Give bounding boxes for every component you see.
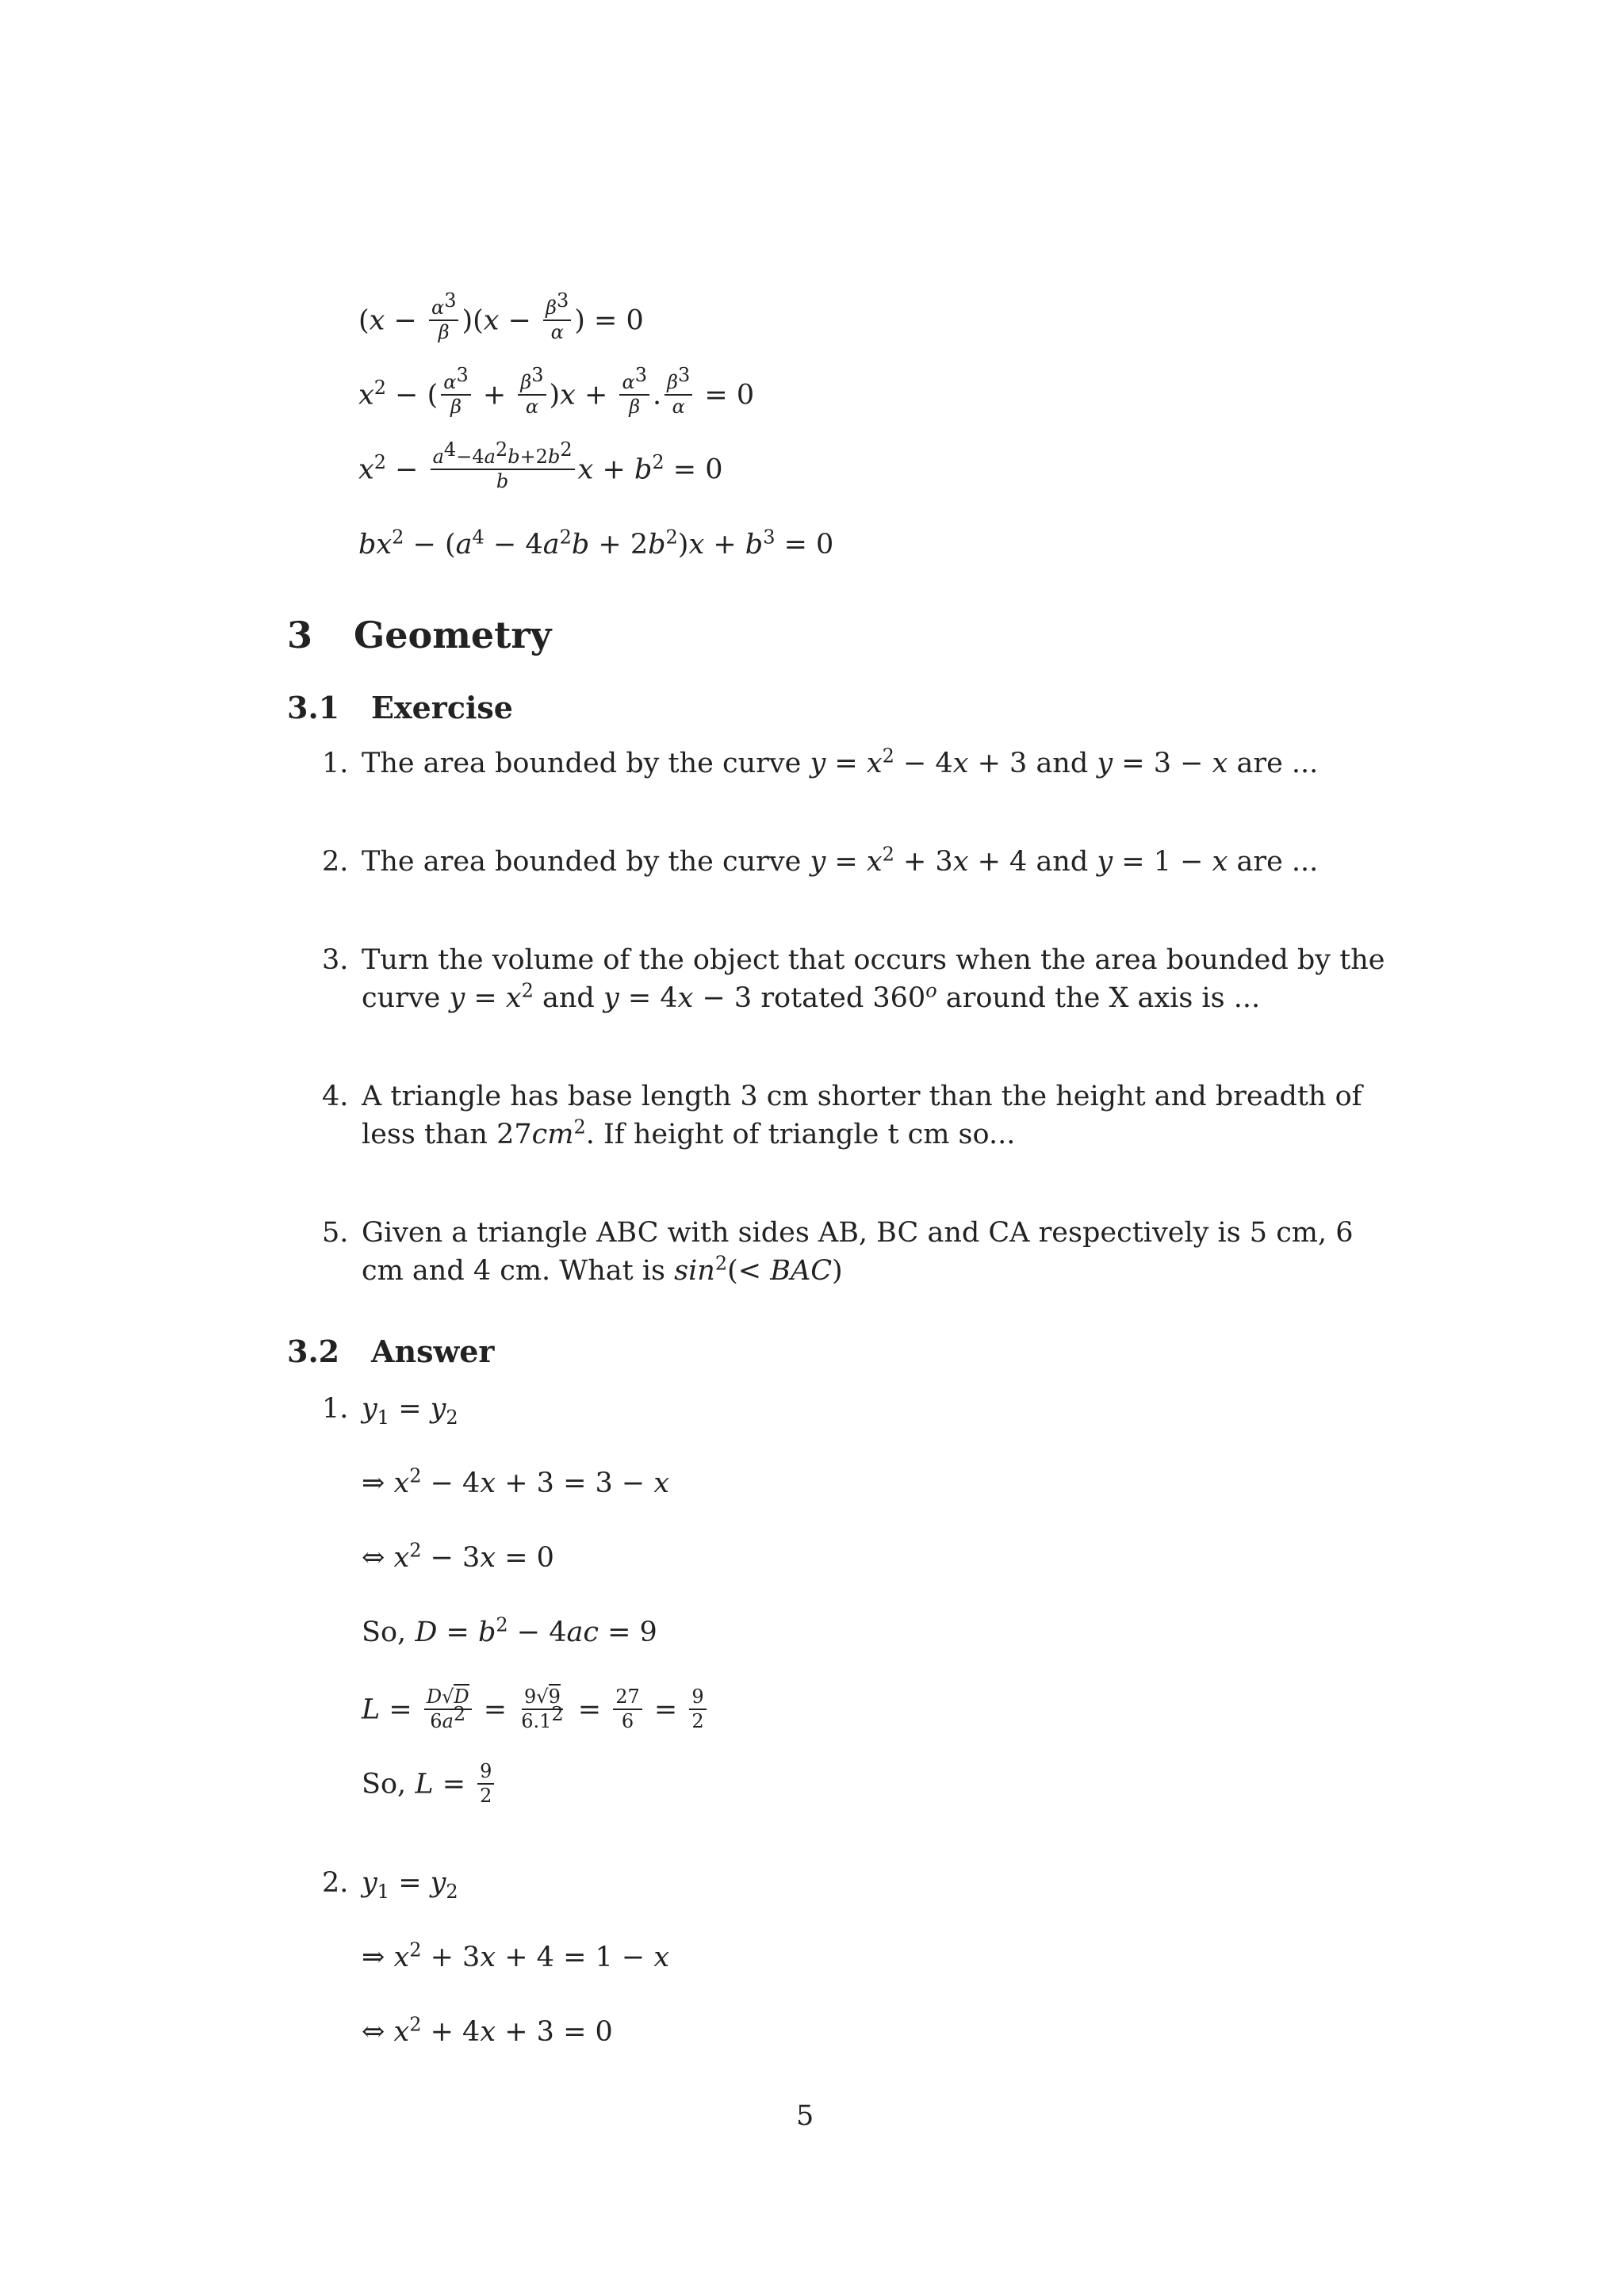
exercise-item-1-label: 1. <box>322 748 349 779</box>
exercise-item-2-label: 2. <box>322 846 349 878</box>
answer-1-step-3: ⇔ $x^2 - 3x = 0$ <box>362 1539 554 1574</box>
answer-1-step-5: L = $\frac{D√D}{6a^2}$ = $\frac{9√9}{6.1^2}$ = $\frac{27}{6}$ = $\frac{9}{2}$ <box>362 1689 710 1733</box>
answer-1-step-4: So, $D = b^2 - 4ac = 9$ <box>362 1613 657 1648</box>
answer-1-label: 1. <box>322 1393 349 1425</box>
answer-2-label: 2. <box>322 1867 349 1899</box>
answer-1-step-6: So, L = $\frac{9}{2}$ <box>362 1763 497 1808</box>
exercise-item-3-label: 3. <box>322 944 349 976</box>
page-number: 5 <box>796 2100 814 2132</box>
equation-line-1: (x − $\frac{\alpha^3}{\beta}$ )(x − $\frac{\beta^3}{\alpha}$ ) = 0 <box>358 289 644 344</box>
subsection-title-answer: Answer <box>371 1334 495 1369</box>
answer-1-step-1: $y_1 = y_2$ <box>362 1393 458 1429</box>
answer-2-step-1: $y_1 = y_2$ <box>362 1867 458 1903</box>
answer-2-step-3: ⇔ $x^2 + 4x + 3 = 0$ <box>362 2013 613 2048</box>
subsection-number-answer: 3.2 <box>287 1334 340 1369</box>
equation-line-4: $bx^2 - (a^4 - 4a^2b + 2b^2)x + b^3 = 0$ <box>358 526 834 561</box>
subsection-number-exercise: 3.1 <box>287 690 340 725</box>
equation-line-2: $x^2$ − ( $\frac{\alpha^3}{\beta}$ + $\frac{\beta^3}{\alpha}$ )x + $\frac{\alpha^3}{\beta}$ . $\frac{\beta^3}{\alpha}$ = 0 <box>358 364 755 419</box>
exercise-item-1: The area bounded by the curve $y = x^2 - 4x + 3$ and y = 3 − x are ... <box>362 744 1319 779</box>
exercise-item-5-line1: Given a triangle ABC with sides AB, BC and CA respectively is 5 cm, 6 <box>362 1217 1354 1249</box>
answer-2-step-2: ⇒ $x^2 + 3x + 4 = 1 - x$ <box>362 1938 670 1973</box>
exercise-item-4-label: 4. <box>322 1081 349 1112</box>
exercise-item-4-line2: less than $27cm^2$. If height of triangle t cm so... <box>362 1115 1016 1150</box>
exercise-item-5-label: 5. <box>322 1217 349 1249</box>
subsection-title-exercise: Exercise <box>371 690 513 725</box>
exercise-item-2: The area bounded by the curve $y = x^2 + 3x + 4$ and y = 1 − x are ... <box>362 843 1319 878</box>
exercise-item-3-line2: curve $y = x^2$ and y = 4x − 3 rotated 360$^o$ around the X axis is ... <box>362 979 1261 1014</box>
exercise-item-5-line2: cm and 4 cm. What is $\sin^2(< BAC)$ <box>362 1252 843 1287</box>
exercise-item-4-line1: A triangle has base length 3 cm shorter than the height and breadth of <box>362 1081 1362 1112</box>
section-number: 3 <box>287 614 313 656</box>
answer-1-step-2: ⇒ $x^2 - 4x + 3 = 3 - x$ <box>362 1464 670 1499</box>
equation-line-3: $x^2$ − $\frac{a^4-4a^2b+2b^2}{b}$ $x + b^2 = 0$ <box>358 438 723 493</box>
section-title: Geometry <box>354 614 552 656</box>
so-word-2: So, <box>362 1768 407 1800</box>
so-word: So, <box>362 1617 407 1648</box>
exercise-item-3-line1: Turn the volume of the object that occurs when the area bounded by the <box>362 944 1385 976</box>
